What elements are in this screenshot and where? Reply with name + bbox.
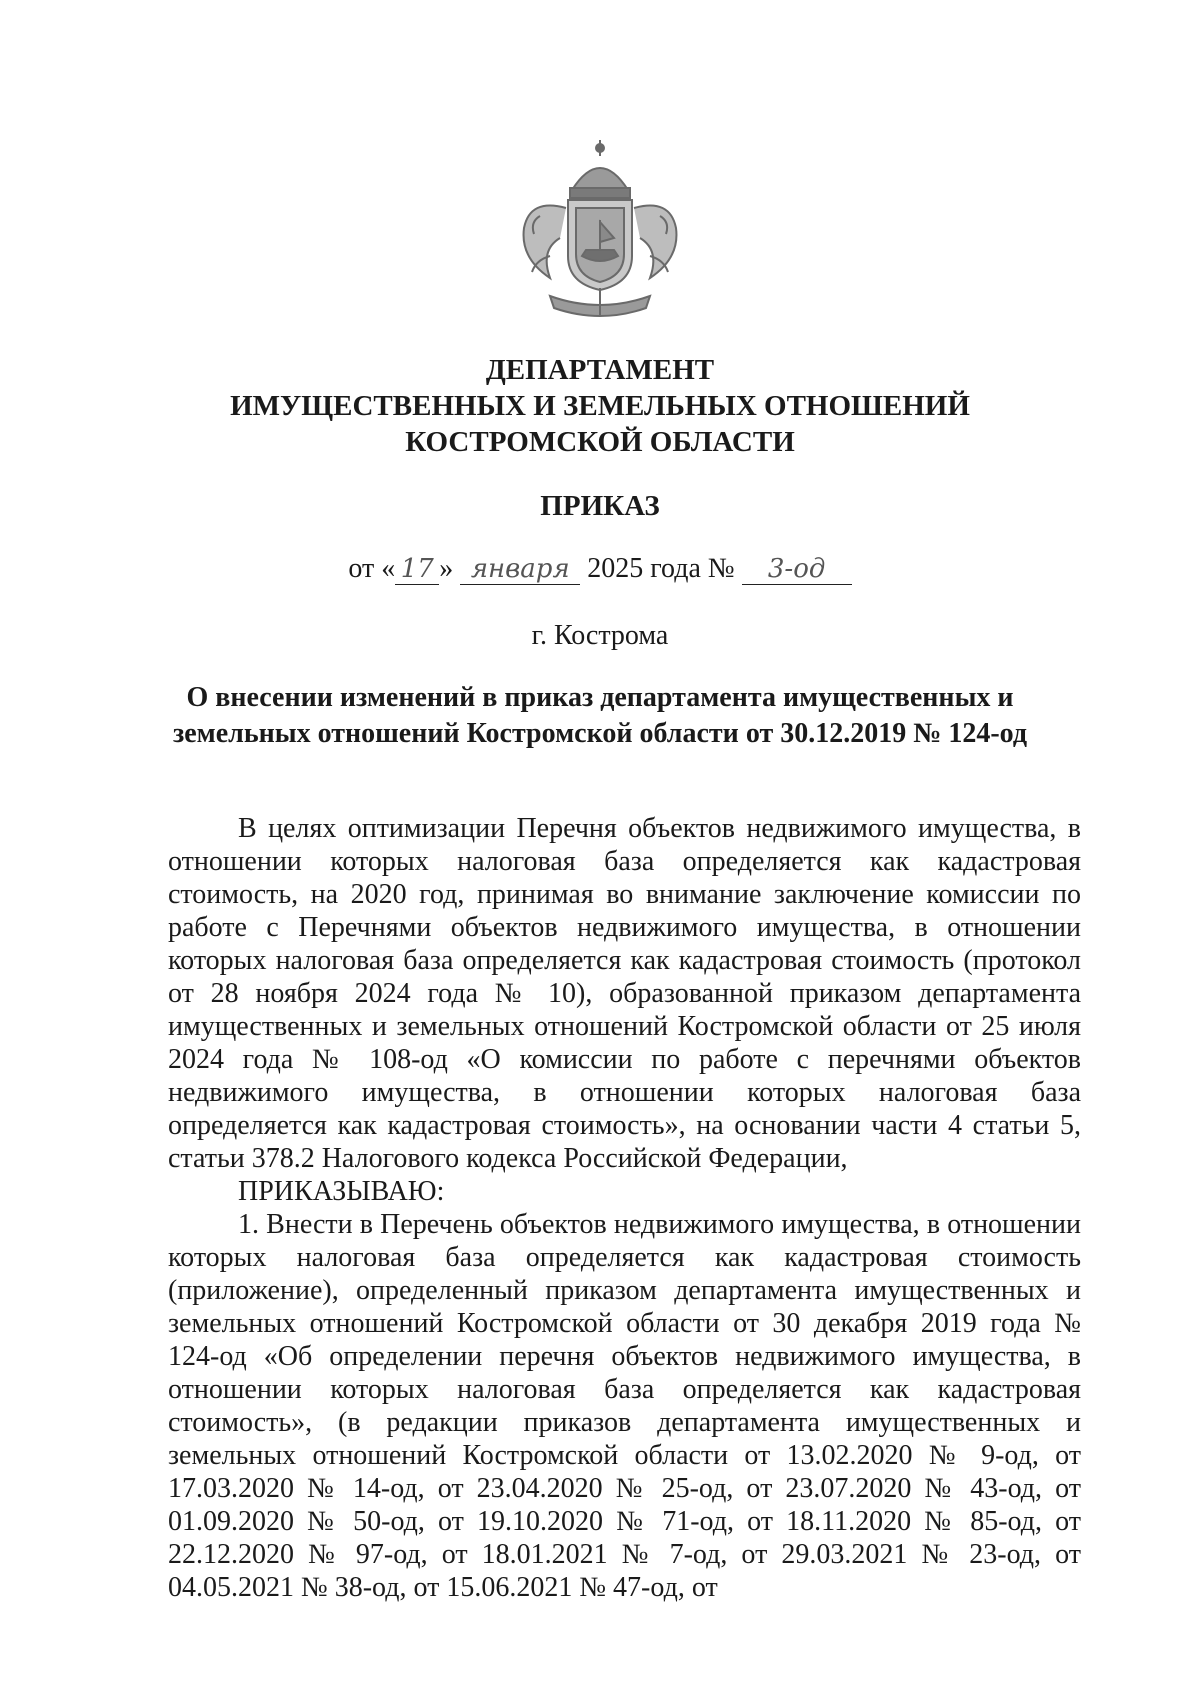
handwritten-month: января <box>460 554 580 585</box>
department-name-line3: КОСТРОМСКОЙ ОБЛАСТИ <box>405 426 795 458</box>
document-body <box>168 812 1081 1604</box>
handwritten-order-number: 3-од <box>742 554 852 585</box>
date-prefix: от « <box>348 553 396 584</box>
coat-of-arms-emblem <box>510 138 690 323</box>
body-paragraph-2: 1. Внести в Перечень объектов недвижимого имущества, в отношении которых налоговая база определяется как кадастровая стоимость (приложение), определенный приказом департамента имущественных и земельных отношений Костромской области от 30 декабря 2019 года № 124-од «Об определении перечня объектов недвижимого имущества, в отношении которых налоговая база определяется как кадастровая стоимость», (в редакции приказов департамента имущественных и земельных отношений Костромской области от 13.02.2020 № 9-од, от 17.03.2020 № 14-од, от 23.04.2020 № 25-од, от 23.07.2020 № 43-од, от 01.09.2020 № 50-од, от 19.10.2020 № 71-од, от 18.11.2020 № 85-од, от 22.12.2020 № 97-од, от 18.01.2021 № 7-од, от 29.03.2021 № 23-од, от 04.05.2021 № 38-од, от 15.06.2021 № 47-од, от <box>168 1209 1081 1603</box>
department-name-line1: ДЕПАРТАМЕНТ <box>485 354 715 386</box>
order-subject <box>150 680 1050 752</box>
date-year-text: 2025 года № <box>587 553 735 584</box>
order-subject-line1: О внесении изменений в приказ департамента имущественных и <box>186 682 1014 713</box>
city-name: г. Кострома <box>531 620 669 651</box>
order-word: ПРИКАЗЫВАЮ: <box>238 1176 445 1207</box>
department-name <box>0 352 1200 460</box>
order-subject-line2: земельных отношений Костромской области от 30.12.2019 № 124-од <box>172 718 1028 749</box>
date-quote-close: » <box>439 553 454 584</box>
handwritten-day: 17 <box>395 554 439 585</box>
department-name-line2: ИМУЩЕСТВЕННЫХ И ЗЕМЕЛЬНЫХ ОТНОШЕНИЙ <box>230 390 970 422</box>
order-date-line <box>0 553 1200 585</box>
document-type-title: ПРИКАЗ <box>540 490 660 522</box>
body-paragraph-1: В целях оптимизации Перечня объектов недвижимого имущества, в отношении которых налоговая база определяется как кадастровая стоимость, на 2020 год, принимая во внимание заключение комиссии по работе с Перечнями объектов недвижимого имущества, в отношении которых налоговая база определяется как кадастровая стоимость (протокол от 28 ноября 2024 года № 10), образованной приказом департамента имущественных и земельных отношений Костромской области от 25 июля 2024 года № 108-од «О комиссии по работе с перечнями объектов недвижимого имущества, в отношении которых налоговая база определяется как кадастровая стоимость», на основании части 4 статьи 5, статьи 378.2 Налогового кодекса Российской Федерации, <box>168 813 1081 1174</box>
